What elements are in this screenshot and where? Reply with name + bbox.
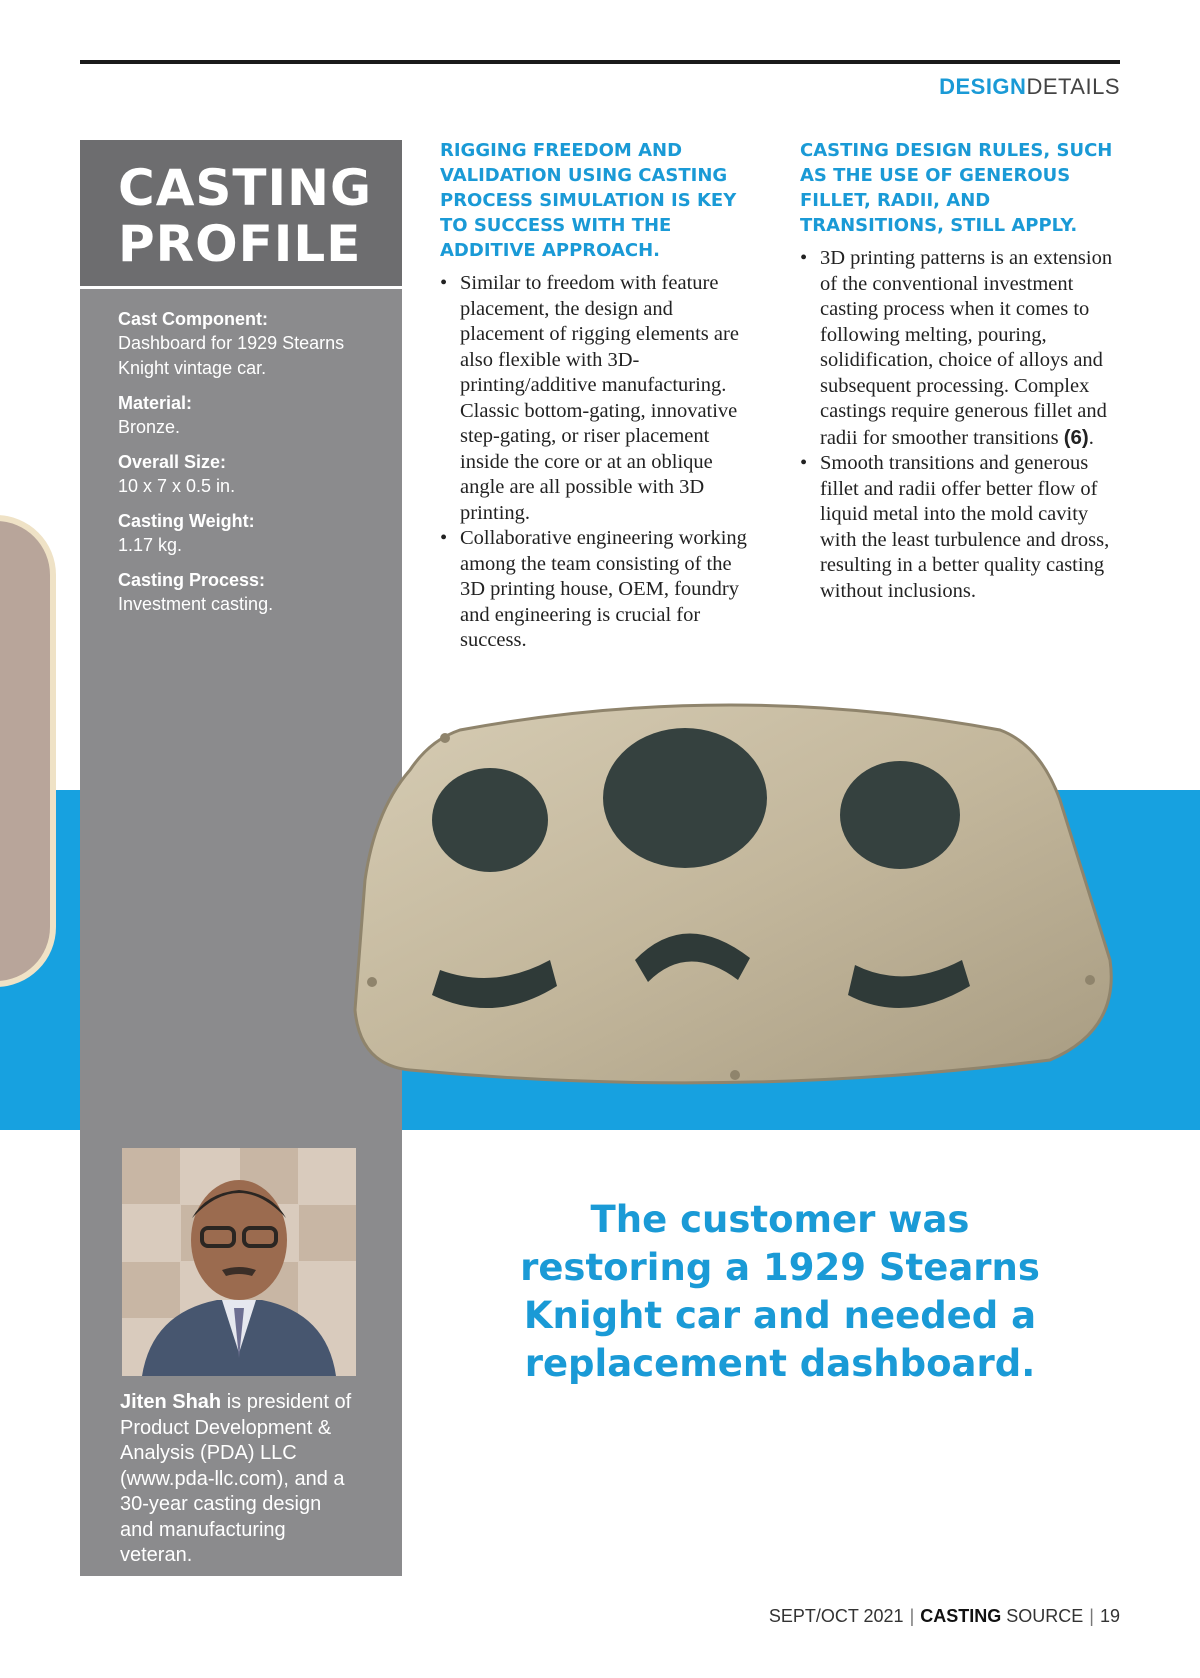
list-item: • Collaborative engineering working among the team consisting of the 3D printing house, OEM, foundry and engineering is crucial for success. <box>440 526 760 654</box>
author-bio <box>120 1390 360 1569</box>
column-right <box>800 138 1120 604</box>
list-item-end: . <box>1088 426 1094 449</box>
column-right-heading: CASTING DESIGN RULES, SUCH AS THE USE OF GENEROUS FILLET, RADII, AND TRANSITIONS, STILL APPLY. <box>800 140 1113 236</box>
profile-item-process <box>118 568 364 617</box>
casting-profile-header <box>80 140 402 289</box>
profile-value: 10 x 7 x 0.5 in. <box>118 476 236 496</box>
list-item-text: 3D printing patterns is an extension of the conventional investment casting process when it comes to following melting, pouring, solidification, choice of alloys and subsequent processing. Complex castings require generous fillet and radii for smoother transitions <box>820 247 1113 449</box>
list-item: • Smooth transitions and generous fillet and radii offer better flow of liquid metal into the mold cavity with the least turbulence and dross, resulting in a better quality casting without inclusions. <box>800 451 1120 604</box>
footer-separator: | <box>1089 1606 1094 1626</box>
profile-label: Casting Weight: <box>118 511 255 531</box>
pull-quote: The customer was restoring a 1929 Stearns Knight car and needed a replacement dashboard. <box>520 1198 1040 1385</box>
title-line-2: PROFILE <box>118 215 362 273</box>
profile-label: Material: <box>118 393 193 413</box>
section-label <box>939 74 1120 100</box>
list-item <box>800 246 1120 451</box>
profile-value: Bronze. <box>118 417 181 437</box>
profile-item-material <box>118 391 364 440</box>
title-line-1: CASTING <box>118 159 372 217</box>
issue-date: SEPT/OCT 2021 <box>768 1606 904 1626</box>
dashboard-casting-photo <box>350 690 1130 1100</box>
reference-number: (6) <box>1063 425 1089 449</box>
author-bio-text: is president of Product Development & Analysis (PDA) LLC (www.pda-llc.com), and a 30-year casting design and manufacturing veteran. <box>120 1391 352 1566</box>
profile-label: Overall Size: <box>118 452 227 472</box>
section-label-strong: DESIGN <box>939 74 1027 99</box>
profile-value: Dashboard for 1929 Stearns Knight vintage car. <box>118 333 345 378</box>
profile-value: Investment casting. <box>118 594 274 614</box>
column-left-list <box>440 271 760 654</box>
profile-item-component <box>118 307 364 381</box>
top-rule <box>80 60 1120 64</box>
page-footer <box>769 1606 1120 1627</box>
profile-item-size <box>118 450 364 499</box>
list-item: • Similar to freedom with feature placement, the design and placement of rigging elements are also flexible with 3D-printing/additive manufacturing. Classic bottom-gating, innovative step-gating, or riser placement inside the core or at an oblique angle are all possible with 3D printing. <box>440 271 760 526</box>
footer-separator: | <box>909 1606 915 1626</box>
profile-value: 1.17 kg. <box>118 535 183 555</box>
casting-profile-title <box>118 159 372 273</box>
section-label-light: DETAILS <box>1026 74 1120 99</box>
profile-item-weight <box>118 509 364 558</box>
column-left-heading: RIGGING FREEDOM AND VALIDATION USING CASTING PROCESS SIMULATION IS KEY TO SUCCESS WITH THE ADDITIVE APPROACH. <box>440 140 737 261</box>
column-right-list <box>800 246 1120 604</box>
author-name: Jiten Shah <box>120 1391 222 1413</box>
profile-label: Cast Component: <box>118 309 268 329</box>
brand-light: SOURCE <box>1001 1606 1084 1626</box>
portrait-photo <box>122 1148 356 1376</box>
casting-edge-photo <box>0 515 56 987</box>
page-number: 19 <box>1099 1606 1120 1626</box>
profile-list <box>80 289 402 617</box>
brand-strong: CASTING <box>920 1606 1002 1626</box>
column-left <box>440 138 760 654</box>
profile-label: Casting Process: <box>118 570 266 590</box>
